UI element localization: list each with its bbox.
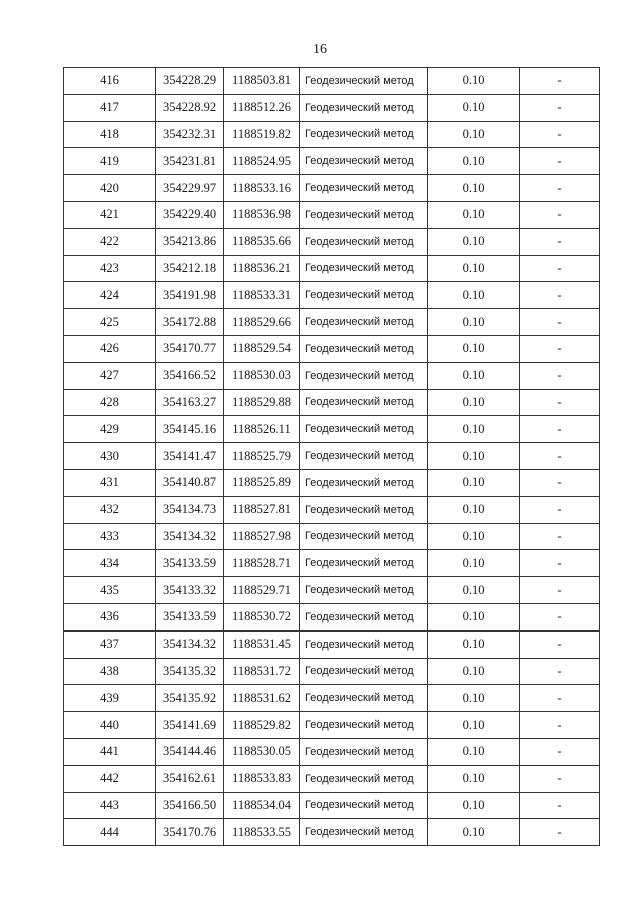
method-cell: Геодезический метод [300,658,428,685]
coordinates-table [63,67,600,846]
table-row [64,362,600,389]
point-number-cell: 428 [64,389,156,416]
table-row [64,658,600,685]
y-coordinate-cell: 1188534.04 [224,792,300,819]
table-row [64,282,600,309]
table-row [64,603,600,630]
y-coordinate-cell: 1188519.82 [224,121,300,148]
x-coordinate-cell: 354191.98 [156,282,224,309]
table-row [64,819,600,846]
table-row [64,121,600,148]
method-cell: Геодезический метод [300,765,428,792]
y-coordinate-cell: 1188527.98 [224,523,300,550]
y-coordinate-cell: 1188528.71 [224,550,300,577]
description-cell: - [520,765,600,792]
x-coordinate-cell: 354228.92 [156,94,224,121]
method-cell: Геодезический метод [300,309,428,336]
method-cell: Геодезический метод [300,685,428,712]
method-cell: Геодезический метод [300,523,428,550]
description-cell: - [520,738,600,765]
y-coordinate-cell: 1188525.79 [224,443,300,470]
y-coordinate-cell: 1188533.31 [224,282,300,309]
table-row [64,148,600,175]
point-number-cell: 422 [64,228,156,255]
point-number-cell: 429 [64,416,156,443]
point-number-cell: 423 [64,255,156,282]
y-coordinate-cell: 1188533.83 [224,765,300,792]
x-coordinate-cell: 354162.61 [156,765,224,792]
description-cell: - [520,389,600,416]
point-number-cell: 418 [64,121,156,148]
method-cell: Геодезический метод [300,68,428,95]
accuracy-cell: 0.10 [428,685,520,712]
table-row [64,496,600,523]
description-cell: - [520,175,600,202]
y-coordinate-cell: 1188529.54 [224,335,300,362]
accuracy-cell: 0.10 [428,121,520,148]
method-cell: Геодезический метод [300,362,428,389]
x-coordinate-cell: 354166.52 [156,362,224,389]
table-row [64,577,600,604]
description-cell: - [520,819,600,846]
x-coordinate-cell: 354145.16 [156,416,224,443]
y-coordinate-cell: 1188535.66 [224,228,300,255]
x-coordinate-cell: 354135.32 [156,658,224,685]
description-cell: - [520,658,600,685]
description-cell: - [520,255,600,282]
y-coordinate-cell: 1188526.11 [224,416,300,443]
method-cell: Геодезический метод [300,94,428,121]
y-coordinate-cell: 1188524.95 [224,148,300,175]
point-number-cell: 431 [64,469,156,496]
table-row [64,335,600,362]
accuracy-cell: 0.10 [428,255,520,282]
point-number-cell: 420 [64,175,156,202]
point-number-cell: 424 [64,282,156,309]
accuracy-cell: 0.10 [428,416,520,443]
accuracy-cell: 0.10 [428,335,520,362]
table-row [64,738,600,765]
accuracy-cell: 0.10 [428,765,520,792]
accuracy-cell: 0.10 [428,603,520,630]
x-coordinate-cell: 354133.59 [156,603,224,630]
point-number-cell: 435 [64,577,156,604]
accuracy-cell: 0.10 [428,550,520,577]
point-number-cell: 442 [64,765,156,792]
point-number-cell: 436 [64,603,156,630]
table-row [64,765,600,792]
x-coordinate-cell: 354232.31 [156,121,224,148]
x-coordinate-cell: 354135.92 [156,685,224,712]
accuracy-cell: 0.10 [428,282,520,309]
x-coordinate-cell: 354212.18 [156,255,224,282]
accuracy-cell: 0.10 [428,389,520,416]
description-cell: - [520,712,600,739]
method-cell: Геодезический метод [300,712,428,739]
y-coordinate-cell: 1188529.82 [224,712,300,739]
accuracy-cell: 0.10 [428,792,520,819]
table-row [64,309,600,336]
method-cell: Геодезический метод [300,228,428,255]
accuracy-cell: 0.10 [428,577,520,604]
method-cell: Геодезический метод [300,335,428,362]
y-coordinate-cell: 1188512.26 [224,94,300,121]
accuracy-cell: 0.10 [428,148,520,175]
table-row [64,685,600,712]
x-coordinate-cell: 354140.87 [156,469,224,496]
x-coordinate-cell: 354134.73 [156,496,224,523]
y-coordinate-cell: 1188536.21 [224,255,300,282]
description-cell: - [520,335,600,362]
x-coordinate-cell: 354228.29 [156,68,224,95]
point-number-cell: 438 [64,658,156,685]
description-cell: - [520,685,600,712]
method-cell: Геодезический метод [300,496,428,523]
description-cell: - [520,148,600,175]
table-row [64,416,600,443]
point-number-cell: 444 [64,819,156,846]
y-coordinate-cell: 1188533.16 [224,175,300,202]
accuracy-cell: 0.10 [428,94,520,121]
table-row [64,631,600,658]
accuracy-cell: 0.10 [428,443,520,470]
y-coordinate-cell: 1188503.81 [224,68,300,95]
y-coordinate-cell: 1188529.66 [224,309,300,336]
point-number-cell: 432 [64,496,156,523]
y-coordinate-cell: 1188530.72 [224,603,300,630]
method-cell: Геодезический метод [300,577,428,604]
description-cell: - [520,416,600,443]
x-coordinate-cell: 354170.77 [156,335,224,362]
x-coordinate-cell: 354229.97 [156,175,224,202]
point-number-cell: 437 [64,631,156,658]
x-coordinate-cell: 354172.88 [156,309,224,336]
x-coordinate-cell: 354133.59 [156,550,224,577]
accuracy-cell: 0.10 [428,201,520,228]
method-cell: Геодезический метод [300,819,428,846]
x-coordinate-cell: 354141.69 [156,712,224,739]
description-cell: - [520,362,600,389]
page-number: 16 [313,42,327,57]
table-row [64,228,600,255]
y-coordinate-cell: 1188531.62 [224,685,300,712]
y-coordinate-cell: 1188533.55 [224,819,300,846]
method-cell: Геодезический метод [300,603,428,630]
accuracy-cell: 0.10 [428,658,520,685]
table-row [64,712,600,739]
y-coordinate-cell: 1188525.89 [224,469,300,496]
y-coordinate-cell: 1188530.03 [224,362,300,389]
x-coordinate-cell: 354231.81 [156,148,224,175]
method-cell: Геодезический метод [300,792,428,819]
x-coordinate-cell: 354144.46 [156,738,224,765]
accuracy-cell: 0.10 [428,469,520,496]
description-cell: - [520,469,600,496]
point-number-cell: 416 [64,68,156,95]
x-coordinate-cell: 354170.76 [156,819,224,846]
description-cell: - [520,201,600,228]
description-cell: - [520,631,600,658]
accuracy-cell: 0.10 [428,523,520,550]
method-cell: Геодезический метод [300,631,428,658]
method-cell: Геодезический метод [300,443,428,470]
point-number-cell: 426 [64,335,156,362]
point-number-cell: 419 [64,148,156,175]
accuracy-cell: 0.10 [428,496,520,523]
point-number-cell: 434 [64,550,156,577]
accuracy-cell: 0.10 [428,175,520,202]
table-row [64,389,600,416]
x-coordinate-cell: 354163.27 [156,389,224,416]
table-row [64,175,600,202]
coordinates-table-body [64,68,600,846]
accuracy-cell: 0.10 [428,819,520,846]
table-row [64,523,600,550]
x-coordinate-cell: 354134.32 [156,523,224,550]
description-cell: - [520,523,600,550]
x-coordinate-cell: 354229.40 [156,201,224,228]
table-row [64,255,600,282]
method-cell: Геодезический метод [300,738,428,765]
description-cell: - [520,550,600,577]
accuracy-cell: 0.10 [428,228,520,255]
point-number-cell: 443 [64,792,156,819]
accuracy-cell: 0.10 [428,309,520,336]
description-cell: - [520,577,600,604]
accuracy-cell: 0.10 [428,631,520,658]
accuracy-cell: 0.10 [428,712,520,739]
point-number-cell: 439 [64,685,156,712]
y-coordinate-cell: 1188529.88 [224,389,300,416]
y-coordinate-cell: 1188527.81 [224,496,300,523]
point-number-cell: 440 [64,712,156,739]
method-cell: Геодезический метод [300,148,428,175]
y-coordinate-cell: 1188531.45 [224,631,300,658]
x-coordinate-cell: 354141.47 [156,443,224,470]
x-coordinate-cell: 354166.50 [156,792,224,819]
table-row [64,550,600,577]
method-cell: Геодезический метод [300,550,428,577]
description-cell: - [520,228,600,255]
table-row [64,68,600,95]
method-cell: Геодезический метод [300,201,428,228]
point-number-cell: 427 [64,362,156,389]
table-row [64,201,600,228]
point-number-cell: 430 [64,443,156,470]
table-row [64,469,600,496]
y-coordinate-cell: 1188531.72 [224,658,300,685]
description-cell: - [520,94,600,121]
y-coordinate-cell: 1188530.05 [224,738,300,765]
x-coordinate-cell: 354213.86 [156,228,224,255]
description-cell: - [520,443,600,470]
method-cell: Геодезический метод [300,121,428,148]
point-number-cell: 425 [64,309,156,336]
method-cell: Геодезический метод [300,469,428,496]
accuracy-cell: 0.10 [428,362,520,389]
method-cell: Геодезический метод [300,175,428,202]
description-cell: - [520,792,600,819]
x-coordinate-cell: 354134.32 [156,631,224,658]
point-number-cell: 417 [64,94,156,121]
y-coordinate-cell: 1188536.98 [224,201,300,228]
description-cell: - [520,496,600,523]
point-number-cell: 433 [64,523,156,550]
description-cell: - [520,603,600,630]
y-coordinate-cell: 1188529.71 [224,577,300,604]
method-cell: Геодезический метод [300,416,428,443]
point-number-cell: 441 [64,738,156,765]
method-cell: Геодезический метод [300,255,428,282]
x-coordinate-cell: 354133.32 [156,577,224,604]
description-cell: - [520,309,600,336]
accuracy-cell: 0.10 [428,738,520,765]
description-cell: - [520,68,600,95]
method-cell: Геодезический метод [300,389,428,416]
table-row [64,792,600,819]
table-row [64,94,600,121]
point-number-cell: 421 [64,201,156,228]
method-cell: Геодезический метод [300,282,428,309]
table-row [64,443,600,470]
description-cell: - [520,282,600,309]
description-cell: - [520,121,600,148]
accuracy-cell: 0.10 [428,68,520,95]
